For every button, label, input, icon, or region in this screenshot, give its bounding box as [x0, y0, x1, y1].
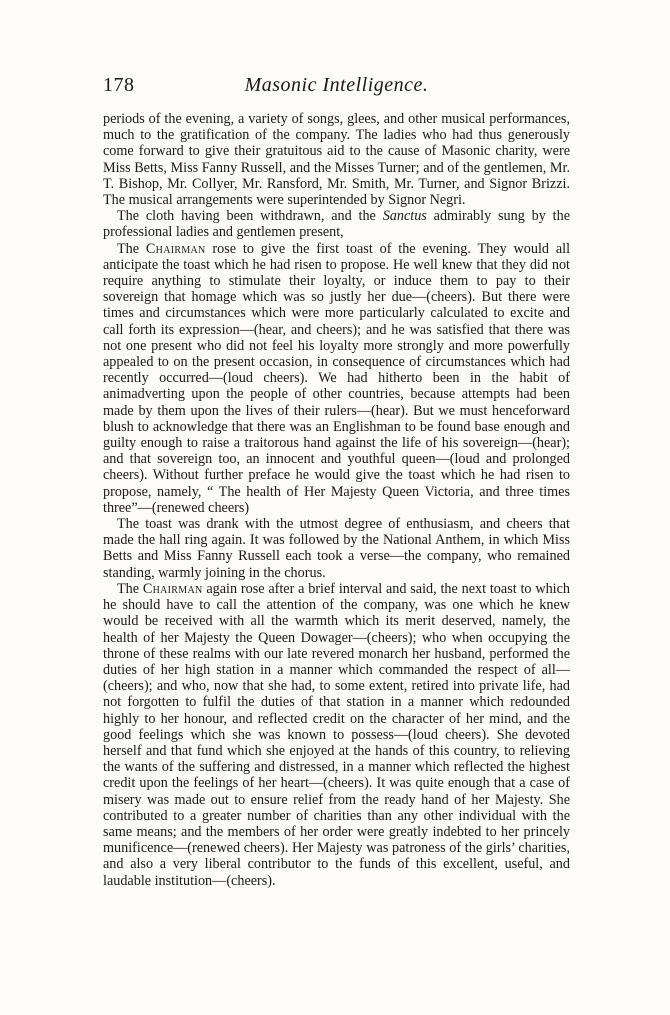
chairman-small-caps: Chairman	[145, 240, 206, 257]
running-title: Masonic Intelligence.	[244, 74, 429, 96]
paragraph-text: The cloth having been withdrawn, and the	[117, 208, 383, 225]
italic-sanctus: Sanctus	[382, 208, 427, 225]
paragraph-text: again rose after a brief interval and said, the next toast to which he should have to call the attention of the company, was one which he knew would be received with all the warmth which its merit deserved, namely, the health of her Majesty the Queen Dowager—(cheers); who when occupying the throne of these realms with our late revered monarch her husband, performed the duties of her high station in a manner which commanded the respect of all—(cheers); and who, now that she had, to some extent, retired into private life, had not forgotten to fulfil the duties of that station in a manner which redounded highly to her honour, and reflected credit on the character of her mind, and the good feelings which she was known to possess—(loud cheers). She devoted herself and that fund which she enjoyed at the hands of this country, to relieving the wants of the suffering and distressed, in a manner which reflected the highest credit upon the feelings of her heart—(cheers). It was quite enough that a case of misery was made out to ensure relief from the ready hand of her Majesty. She contributed to a greater number of charities than any other individual with the same means; and the members of her order were greatly indebted to her princely munificence—(renewed cheers). Her Majesty was patroness of the girls’ charities, and also a very liberal contributor to the funds of this excellent, useful, and laudable institution—(cheers).	[103, 580, 570, 889]
paragraph-first-toast: The Chairman rose to give the first toast of the evening. They would all anticipate the toast which he had risen to propose. He well knew that they did not require anything to stimulate their loyalty, or induce them to pay to their sovereign that homage which was so justly her due—(cheers). But there were times and circumstances which were more particularly calculated to excite and call forth its expression—(hear, and cheers); and he was satisfied that there was not one present who did not feel his loyalty more strongly and more powerfully appealed to on the present occasion, in consequence of circumstances which had recently occurred—(loud cheers). We had hitherto been in the habit of animadverting upon the people of other countries, because attempts had been made by them upon the lives of their rulers—(hear). But we must henceforward blush to acknowledge that there was an Englishman to be found base enough and guilty enough to raise a traitorous hand against the life of his sovereign—(hear); and that sovereign too, an innocent and youthful queen—(loud and prolonged cheers). Without further preface he would give the toast which he had risen to propose, namely, “ The health of Her Majesty Queen Victoria, and three times three”—(renewed cheers)	[103, 240, 571, 516]
paragraph-cloth-withdrawn	[103, 208, 570, 240]
paragraph-text: rose to give the first toast of the evening. They would all anticipate the toast which he had risen to propose. He well knew that they did not require anything to stimulate their loyalty, or induce them to pay to their sovereign that homage which was so justly her due—(cheers). But there were times and circumstances which were more particularly calculated to excite and call forth its expression—(hear, and cheers); and he was satisfied that there was not one present who did not feel his loyalty more strongly and more powerfully appealed to on the present occasion, in consequence of circumstances which had recently occurred—(loud cheers). We had hitherto been in the habit of animadverting upon the people of other countries, because attempts had been made by them upon the lives of their rulers—(hear). But we must henceforward blush to acknowledge that there was an Englishman to be found base enough and guilty enough to raise a traitorous hand against the life of his sovereign—(hear); and that sovereign too, an innocent and youthful queen—(loud and prolonged cheers). Without further preface he would give the toast which he had risen to propose, namely, “ The health of Her Majesty Queen Victoria, and three times three”—(renewed cheers)	[103, 240, 571, 516]
page-number: 178	[103, 74, 135, 96]
body-text	[103, 111, 570, 889]
paragraph-musical-performances: periods of the evening, a variety of songs, glees, and other musical performances, much to the gratification of the company. The ladies who had thus generously come forward to give their gratuitous aid to the cause of Masonic charity, were Miss Betts, Miss Fanny Russell, and the Misses Turner; and of the gentlemen, Mr. T. Bishop, Mr. Collyer, Mr. Ransford, Mr. Smith, Mr. Turner, and Signor Brizzi. The musical arrangements were superintended by Signor Negri.	[103, 111, 570, 209]
paragraph-toast-drank: The toast was drank with the utmost degree of enthusiasm, and cheers that made the hall ring again. It was followed by the National Anthem, in which Miss Betts and Miss Fanny Russell each took a verse—the company, who remained standing, warmly joining in the chorus.	[103, 516, 570, 581]
paragraph-queen-dowager: The Chairman again rose after a brief interval and said, the next toast to which he should have to call the attention of the company, was one which he knew would be received with all the warmth which its merit deserved, namely, the health of her Majesty the Queen Dowager—(cheers); who when occupying the throne of these realms with our late revered monarch her husband, performed the duties of her high station in a manner which commanded the respect of all—(cheers); and who, now that she had, to some extent, retired into private life, had not forgotten to fulfil the duties of that station in a manner which redounded highly to her honour, and reflected credit on the character of her mind, and the good feelings which she was known to possess—(loud cheers). She devoted herself and that fund which she enjoyed at the hands of this country, to relieving the wants of the suffering and distressed, in a manner which reflected the highest credit upon the feelings of her heart—(cheers). It was quite enough that a case of misery was made out to ensure relief from the ready hand of her Majesty. She contributed to a greater number of charities than any other individual with the same means; and the members of her order were greatly indebted to her princely munificence—(renewed cheers). Her Majesty was patroness of the girls’ charities, and also a very liberal contributor to the funds of this excellent, useful, and laudable institution—(cheers).	[103, 580, 570, 889]
page-header	[103, 74, 570, 104]
chairman-small-caps: Chairman	[142, 580, 203, 597]
paragraph-text: admirably sung by the professional ladies and gentlemen present,	[103, 208, 570, 241]
